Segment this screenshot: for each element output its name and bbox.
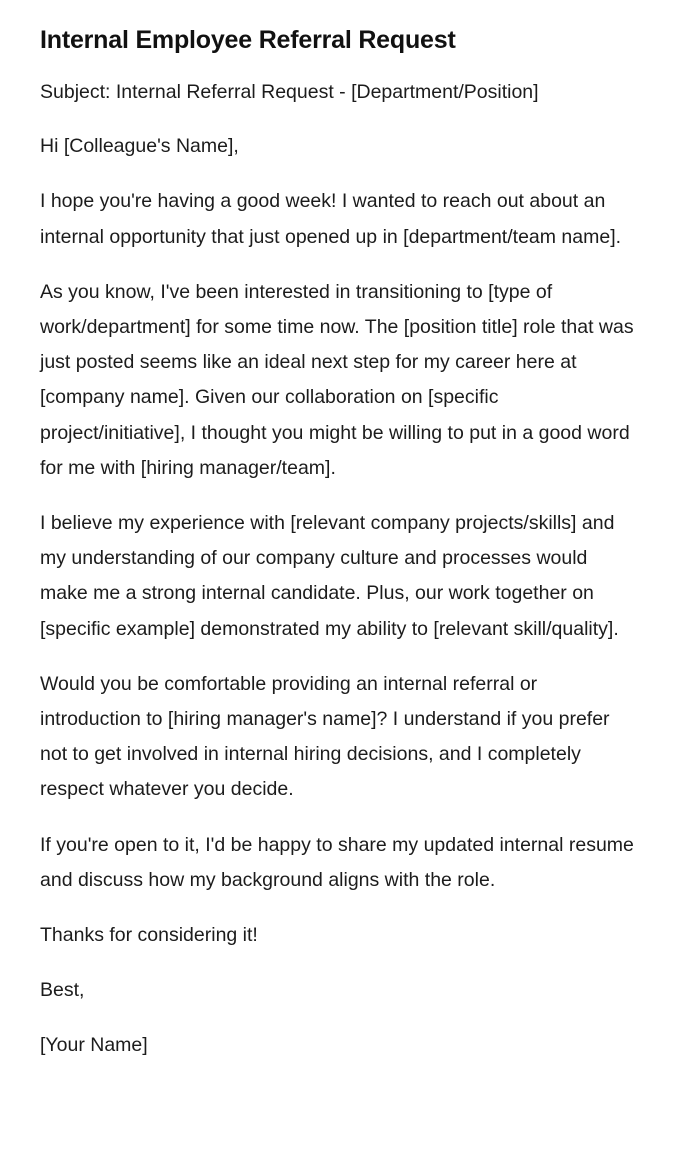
- thanks-line: Thanks for considering it!: [40, 924, 258, 947]
- body-paragraph-offer: If you're open to it, I'd be happy to share my updated internal resume and discuss how my background aligns with the role.: [40, 833, 634, 891]
- body-paragraph-qualifications: I believe my experience with [relevant company projects/skills] and my understanding of our company culture and processes would make me a strong internal candidate. Plus, our work together on [specific example] demonstrated my ability to [relevant skill/quality].: [40, 512, 619, 640]
- signature-placeholder: [Your Name]: [40, 1034, 148, 1057]
- closing-line: Best,: [40, 979, 85, 1002]
- body-paragraph-intro: I hope you're having a good week! I wanted to reach out about an internal opportunity that just opened up in [department/team name].: [40, 190, 622, 248]
- greeting: Hi [Colleague's Name],: [40, 135, 239, 158]
- body-paragraph-interest: As you know, I've been interested in transitioning to [type of work/department] for some time now. The [position title] role that was just posted seems like an ideal next step for my career here at [company name]. Given our collaboration on [specific project/initiative], I thought you might be willing to put in a good word for me with [hiring manager/team].: [40, 280, 634, 479]
- subject-line: Subject: Internal Referral Request - [Department/Position]: [40, 81, 539, 103]
- document-title: Internal Employee Referral Request: [40, 26, 456, 54]
- body-paragraph-request: Would you be comfortable providing an internal referral or introduction to [hiring manager's name]? I understand if you prefer not to get involved in internal hiring decisions, and I completely respect whatever you decide.: [40, 672, 610, 801]
- letter-document: [40, 22, 640, 1064]
